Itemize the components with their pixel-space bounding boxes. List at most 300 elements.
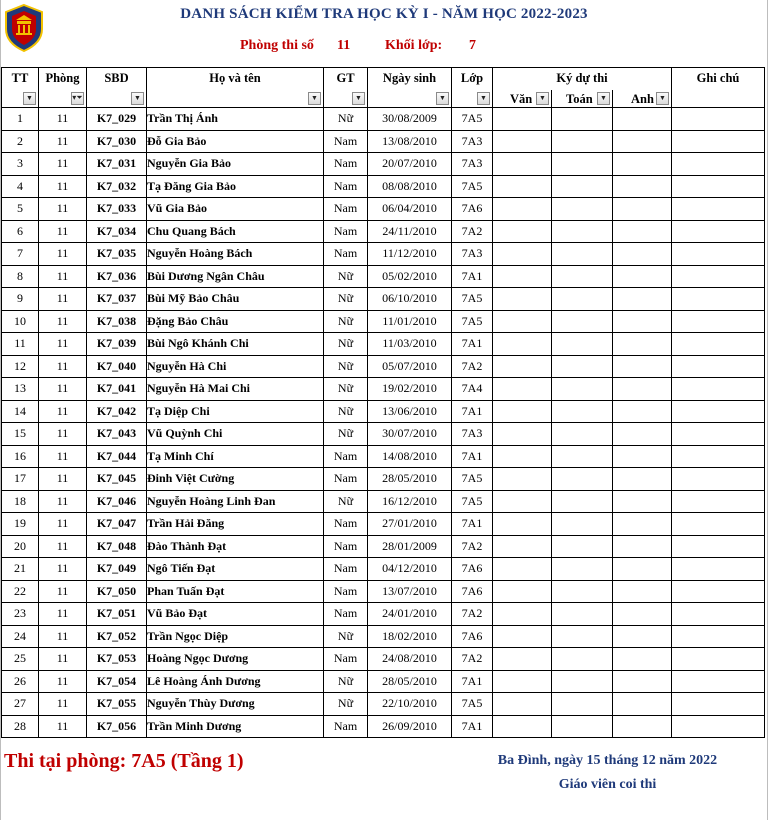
- cell-sign-anh: [613, 265, 672, 288]
- cell-sign-toan: [552, 445, 613, 468]
- cell-tt: 19: [2, 513, 39, 536]
- cell-tt: 9: [2, 288, 39, 311]
- cell-sign-anh: [613, 445, 672, 468]
- cell-dob: 19/02/2010: [368, 378, 452, 401]
- cell-note: [672, 333, 765, 356]
- filter-dropdown-icon[interactable]: ▼: [597, 92, 610, 105]
- cell-sign-anh: [613, 693, 672, 716]
- cell-phong: 11: [39, 715, 87, 738]
- cell-dob: 11/12/2010: [368, 243, 452, 266]
- cell-gt: Nam: [324, 648, 368, 671]
- cell-name: Trần Minh Dương: [147, 715, 324, 738]
- cell-sbd: K7_038: [87, 310, 147, 333]
- cell-sign-anh: [613, 580, 672, 603]
- cell-sign-toan: [552, 715, 613, 738]
- col-header-lop: Lớp: [452, 68, 493, 90]
- table-row: [2, 220, 765, 243]
- cell-name: Trần Thị Ánh: [147, 108, 324, 131]
- cell-dob: 08/08/2010: [368, 175, 452, 198]
- cell-gt: Nữ: [324, 693, 368, 716]
- cell-sign-van: [493, 603, 552, 626]
- cell-sign-van: [493, 153, 552, 176]
- cell-phong: 11: [39, 603, 87, 626]
- cell-note: [672, 400, 765, 423]
- cell-phong: 11: [39, 220, 87, 243]
- cell-lop: 7A5: [452, 693, 493, 716]
- cell-phong: 11: [39, 400, 87, 423]
- cell-phong: 11: [39, 243, 87, 266]
- cell-sign-toan: [552, 468, 613, 491]
- cell-gt: Nữ: [324, 265, 368, 288]
- cell-sign-toan: [552, 243, 613, 266]
- filter-row: [2, 90, 765, 108]
- table-row: [2, 423, 765, 446]
- filter-dropdown-icon[interactable]: ▼: [352, 92, 365, 105]
- cell-phong: 11: [39, 108, 87, 131]
- cell-phong: 11: [39, 265, 87, 288]
- cell-tt: 3: [2, 153, 39, 176]
- cell-note: [672, 310, 765, 333]
- cell-phong: 11: [39, 670, 87, 693]
- cell-phong: 11: [39, 535, 87, 558]
- cell-gt: Nam: [324, 198, 368, 221]
- cell-sign-toan: [552, 220, 613, 243]
- cell-sign-anh: [613, 490, 672, 513]
- cell-gt: Nữ: [324, 423, 368, 446]
- cell-dob: 24/08/2010: [368, 648, 452, 671]
- date-line: Ba Đình, ngày 15 tháng 12 năm 2022: [497, 753, 718, 768]
- table-row: [2, 445, 765, 468]
- cell-tt: 1: [2, 108, 39, 131]
- cell-note: [672, 693, 765, 716]
- cell-sign-toan: [552, 625, 613, 648]
- cell-name: Vũ Gia Bảo: [147, 198, 324, 221]
- cell-note: [672, 625, 765, 648]
- cell-dob: 20/07/2010: [368, 153, 452, 176]
- cell-gt: Nữ: [324, 670, 368, 693]
- filter-dropdown-icon[interactable]: ▼: [536, 92, 549, 105]
- cell-gt: Nam: [324, 468, 368, 491]
- col-header-toan: Toán: [566, 91, 593, 106]
- cell-phong: 11: [39, 378, 87, 401]
- cell-gt: Nam: [324, 558, 368, 581]
- cell-sbd: K7_043: [87, 423, 147, 446]
- cell-lop: 7A5: [452, 468, 493, 491]
- cell-sign-anh: [613, 648, 672, 671]
- cell-dob: 13/07/2010: [368, 580, 452, 603]
- cell-sign-van: [493, 243, 552, 266]
- cell-dob: 24/11/2010: [368, 220, 452, 243]
- cell-gt: Nam: [324, 580, 368, 603]
- cell-name: Nguyễn Hà Mai Chi: [147, 378, 324, 401]
- cell-sbd: K7_036: [87, 265, 147, 288]
- cell-gt: Nữ: [324, 625, 368, 648]
- table-row: [2, 310, 765, 333]
- cell-sign-toan: [552, 670, 613, 693]
- cell-dob: 28/05/2010: [368, 468, 452, 491]
- cell-name: Nguyễn Hoàng Bách: [147, 243, 324, 266]
- cell-sbd: K7_039: [87, 333, 147, 356]
- cell-sign-anh: [613, 153, 672, 176]
- cell-gt: Nữ: [324, 400, 368, 423]
- cell-dob: 24/01/2010: [368, 603, 452, 626]
- cell-sign-van: [493, 423, 552, 446]
- cell-note: [672, 198, 765, 221]
- cell-sbd: K7_056: [87, 715, 147, 738]
- cell-sbd: K7_048: [87, 535, 147, 558]
- cell-sbd: K7_041: [87, 378, 147, 401]
- cell-sign-toan: [552, 333, 613, 356]
- filter-dropdown-icon[interactable]: ▼: [308, 92, 321, 105]
- cell-sign-anh: [613, 603, 672, 626]
- cell-tt: 13: [2, 378, 39, 401]
- cell-note: [672, 445, 765, 468]
- cell-tt: 28: [2, 715, 39, 738]
- cell-tt: 5: [2, 198, 39, 221]
- cell-phong: 11: [39, 355, 87, 378]
- table-row: [2, 603, 765, 626]
- cell-tt: 4: [2, 175, 39, 198]
- cell-sign-toan: [552, 490, 613, 513]
- cell-dob: 04/12/2010: [368, 558, 452, 581]
- cell-gt: Nam: [324, 535, 368, 558]
- cell-tt: 26: [2, 670, 39, 693]
- cell-gt: Nữ: [324, 355, 368, 378]
- filter-dropdown-icon[interactable]: ▼: [656, 92, 669, 105]
- cell-note: [672, 265, 765, 288]
- cell-phong: 11: [39, 558, 87, 581]
- cell-tt: 23: [2, 603, 39, 626]
- cell-note: [672, 378, 765, 401]
- filter-active-icon[interactable]: ▾⏷: [71, 92, 84, 105]
- table-row: [2, 153, 765, 176]
- table-row: [2, 648, 765, 671]
- cell-tt: 8: [2, 265, 39, 288]
- room-number: 11: [337, 38, 351, 53]
- grade-label: Khối lớp:: [385, 38, 443, 53]
- signature-label: Giáo viên coi thi: [558, 777, 657, 792]
- cell-lop: 7A6: [452, 558, 493, 581]
- cell-phong: 11: [39, 580, 87, 603]
- cell-note: [672, 670, 765, 693]
- filter-dropdown-icon[interactable]: ▼: [477, 92, 490, 105]
- cell-note: [672, 220, 765, 243]
- cell-dob: 06/04/2010: [368, 198, 452, 221]
- cell-sbd: K7_032: [87, 175, 147, 198]
- cell-sign-van: [493, 670, 552, 693]
- col-header-sbd: SBD: [87, 68, 147, 90]
- cell-tt: 27: [2, 693, 39, 716]
- cell-sign-van: [493, 445, 552, 468]
- cell-sbd: K7_053: [87, 648, 147, 671]
- cell-sbd: K7_040: [87, 355, 147, 378]
- cell-tt: 24: [2, 625, 39, 648]
- cell-note: [672, 580, 765, 603]
- col-header-ghi-chu: Ghi chú: [672, 68, 765, 90]
- cell-sbd: K7_054: [87, 670, 147, 693]
- cell-phong: 11: [39, 423, 87, 446]
- cell-name: Chu Quang Bách: [147, 220, 324, 243]
- cell-gt: Nam: [324, 603, 368, 626]
- room-label: Phòng thi số: [240, 38, 314, 53]
- cell-sign-toan: [552, 693, 613, 716]
- cell-sign-toan: [552, 265, 613, 288]
- cell-gt: Nữ: [324, 108, 368, 131]
- cell-dob: 11/01/2010: [368, 310, 452, 333]
- cell-lop: 7A2: [452, 220, 493, 243]
- cell-name: Ngô Tiến Đạt: [147, 558, 324, 581]
- cell-lop: 7A1: [452, 513, 493, 536]
- cell-note: [672, 468, 765, 491]
- col-header-anh: Anh: [631, 91, 654, 106]
- cell-dob: 16/12/2010: [368, 490, 452, 513]
- cell-gt: Nữ: [324, 333, 368, 356]
- filter-dropdown-icon[interactable]: ▼: [23, 92, 36, 105]
- cell-gt: Nữ: [324, 490, 368, 513]
- cell-sign-anh: [613, 378, 672, 401]
- cell-note: [672, 175, 765, 198]
- cell-sign-toan: [552, 198, 613, 221]
- cell-lop: 7A1: [452, 265, 493, 288]
- cell-phong: 11: [39, 310, 87, 333]
- cell-name: Đỗ Gia Bảo: [147, 130, 324, 153]
- col-header-ho-ten: Họ và tên: [147, 68, 324, 90]
- cell-dob: 05/07/2010: [368, 355, 452, 378]
- cell-dob: 13/06/2010: [368, 400, 452, 423]
- cell-name: Nguyễn Hoàng Linh Đan: [147, 490, 324, 513]
- cell-sign-toan: [552, 580, 613, 603]
- cell-sbd: K7_035: [87, 243, 147, 266]
- cell-note: [672, 535, 765, 558]
- cell-note: [672, 648, 765, 671]
- cell-tt: 2: [2, 130, 39, 153]
- grade-number: 7: [469, 38, 476, 53]
- cell-sign-van: [493, 378, 552, 401]
- col-header-ky-du-thi: Ký dự thi: [493, 68, 672, 90]
- cell-name: Vũ Bảo Đạt: [147, 603, 324, 626]
- cell-note: [672, 513, 765, 536]
- cell-gt: Nam: [324, 130, 368, 153]
- cell-sign-toan: [552, 400, 613, 423]
- cell-lop: 7A5: [452, 310, 493, 333]
- cell-name: Nguyễn Thùy Dương: [147, 693, 324, 716]
- table-row: [2, 513, 765, 536]
- table-row: [2, 580, 765, 603]
- cell-lop: 7A6: [452, 580, 493, 603]
- cell-dob: 28/01/2009: [368, 535, 452, 558]
- cell-sign-toan: [552, 513, 613, 536]
- cell-dob: 27/01/2010: [368, 513, 452, 536]
- cell-sbd: K7_042: [87, 400, 147, 423]
- col-header-phong: Phòng: [39, 68, 87, 90]
- cell-name: Nguyễn Gia Bảo: [147, 153, 324, 176]
- cell-tt: 6: [2, 220, 39, 243]
- cell-tt: 16: [2, 445, 39, 468]
- cell-sign-anh: [613, 220, 672, 243]
- cell-gt: Nam: [324, 220, 368, 243]
- cell-tt: 7: [2, 243, 39, 266]
- table-row: [2, 243, 765, 266]
- cell-sign-toan: [552, 130, 613, 153]
- table-row: [2, 265, 765, 288]
- cell-sbd: K7_030: [87, 130, 147, 153]
- cell-dob: 05/02/2010: [368, 265, 452, 288]
- cell-sbd: K7_045: [87, 468, 147, 491]
- cell-sign-anh: [613, 175, 672, 198]
- cell-sbd: K7_037: [87, 288, 147, 311]
- cell-sign-toan: [552, 355, 613, 378]
- cell-note: [672, 423, 765, 446]
- cell-sign-anh: [613, 310, 672, 333]
- cell-lop: 7A3: [452, 243, 493, 266]
- cell-dob: 06/10/2010: [368, 288, 452, 311]
- cell-sbd: K7_033: [87, 198, 147, 221]
- cell-sign-anh: [613, 715, 672, 738]
- table-row: [2, 288, 765, 311]
- cell-sbd: K7_047: [87, 513, 147, 536]
- cell-lop: 7A1: [452, 445, 493, 468]
- cell-lop: 7A5: [452, 490, 493, 513]
- cell-lop: 7A5: [452, 175, 493, 198]
- table-row: [2, 400, 765, 423]
- cell-note: [672, 243, 765, 266]
- cell-name: Tạ Minh Chí: [147, 445, 324, 468]
- cell-tt: 22: [2, 580, 39, 603]
- table-row: [2, 175, 765, 198]
- cell-gt: Nam: [324, 513, 368, 536]
- cell-name: Phan Tuấn Đạt: [147, 580, 324, 603]
- cell-sign-van: [493, 265, 552, 288]
- cell-lop: 7A1: [452, 333, 493, 356]
- cell-sign-van: [493, 333, 552, 356]
- cell-phong: 11: [39, 625, 87, 648]
- cell-sign-toan: [552, 648, 613, 671]
- cell-name: Trần Ngọc Diệp: [147, 625, 324, 648]
- cell-dob: 30/08/2009: [368, 108, 452, 131]
- cell-sign-anh: [613, 558, 672, 581]
- table-row: [2, 130, 765, 153]
- cell-phong: 11: [39, 445, 87, 468]
- cell-lop: 7A2: [452, 355, 493, 378]
- cell-sign-anh: [613, 468, 672, 491]
- cell-dob: 28/05/2010: [368, 670, 452, 693]
- cell-name: Trần Hải Đăng: [147, 513, 324, 536]
- cell-sign-anh: [613, 670, 672, 693]
- cell-sign-toan: [552, 558, 613, 581]
- table-row: [2, 535, 765, 558]
- cell-sign-van: [493, 288, 552, 311]
- col-header-van: Văn: [510, 91, 533, 106]
- table-row: [2, 333, 765, 356]
- cell-tt: 17: [2, 468, 39, 491]
- cell-gt: Nữ: [324, 378, 368, 401]
- cell-sbd: K7_052: [87, 625, 147, 648]
- cell-sign-toan: [552, 423, 613, 446]
- cell-lop: 7A3: [452, 153, 493, 176]
- cell-sign-van: [493, 625, 552, 648]
- cell-sign-van: [493, 513, 552, 536]
- cell-tt: 11: [2, 333, 39, 356]
- cell-lop: 7A6: [452, 198, 493, 221]
- cell-note: [672, 153, 765, 176]
- cell-sign-van: [493, 355, 552, 378]
- cell-sign-van: [493, 400, 552, 423]
- cell-sbd: K7_055: [87, 693, 147, 716]
- cell-sign-van: [493, 558, 552, 581]
- cell-sbd: K7_044: [87, 445, 147, 468]
- cell-gt: Nam: [324, 175, 368, 198]
- col-header-gt: GT: [324, 68, 368, 90]
- filter-dropdown-icon[interactable]: ▼: [436, 92, 449, 105]
- cell-lop: 7A3: [452, 130, 493, 153]
- table-row: [2, 625, 765, 648]
- cell-phong: 11: [39, 513, 87, 536]
- cell-phong: 11: [39, 175, 87, 198]
- cell-gt: Nam: [324, 243, 368, 266]
- cell-sign-van: [493, 535, 552, 558]
- cell-sbd: K7_029: [87, 108, 147, 131]
- student-list-table: [1, 67, 765, 738]
- cell-name: Nguyễn Hà Chi: [147, 355, 324, 378]
- filter-dropdown-icon[interactable]: ▼: [131, 92, 144, 105]
- cell-sign-van: [493, 108, 552, 131]
- cell-tt: 25: [2, 648, 39, 671]
- cell-sbd: K7_034: [87, 220, 147, 243]
- table-row: [2, 715, 765, 738]
- cell-dob: 13/08/2010: [368, 130, 452, 153]
- cell-sbd: K7_051: [87, 603, 147, 626]
- cell-sign-van: [493, 130, 552, 153]
- cell-phong: 11: [39, 693, 87, 716]
- table-row: [2, 693, 765, 716]
- cell-phong: 11: [39, 648, 87, 671]
- signature-block: [480, 753, 735, 801]
- cell-lop: 7A5: [452, 108, 493, 131]
- cell-sign-van: [493, 648, 552, 671]
- cell-lop: 7A5: [452, 288, 493, 311]
- cell-note: [672, 603, 765, 626]
- table-row: [2, 558, 765, 581]
- cell-name: Tạ Đăng Gia Bảo: [147, 175, 324, 198]
- cell-phong: 11: [39, 333, 87, 356]
- cell-lop: 7A1: [452, 715, 493, 738]
- cell-sign-van: [493, 693, 552, 716]
- cell-gt: Nữ: [324, 310, 368, 333]
- cell-note: [672, 108, 765, 131]
- col-header-tt: TT: [2, 68, 39, 90]
- cell-dob: 26/09/2010: [368, 715, 452, 738]
- cell-sign-anh: [613, 130, 672, 153]
- cell-gt: Nam: [324, 153, 368, 176]
- cell-dob: 22/10/2010: [368, 693, 452, 716]
- cell-sign-anh: [613, 288, 672, 311]
- cell-name: Đào Thành Đạt: [147, 535, 324, 558]
- table-row: [2, 108, 765, 131]
- cell-sign-toan: [552, 378, 613, 401]
- cell-name: Hoàng Ngọc Dương: [147, 648, 324, 671]
- cell-sign-anh: [613, 513, 672, 536]
- cell-lop: 7A6: [452, 625, 493, 648]
- cell-tt: 15: [2, 423, 39, 446]
- cell-lop: 7A1: [452, 670, 493, 693]
- cell-sign-anh: [613, 423, 672, 446]
- cell-name: Đặng Bảo Châu: [147, 310, 324, 333]
- cell-dob: 11/03/2010: [368, 333, 452, 356]
- table-row: [2, 490, 765, 513]
- cell-sbd: K7_046: [87, 490, 147, 513]
- cell-phong: 11: [39, 153, 87, 176]
- cell-lop: 7A3: [452, 423, 493, 446]
